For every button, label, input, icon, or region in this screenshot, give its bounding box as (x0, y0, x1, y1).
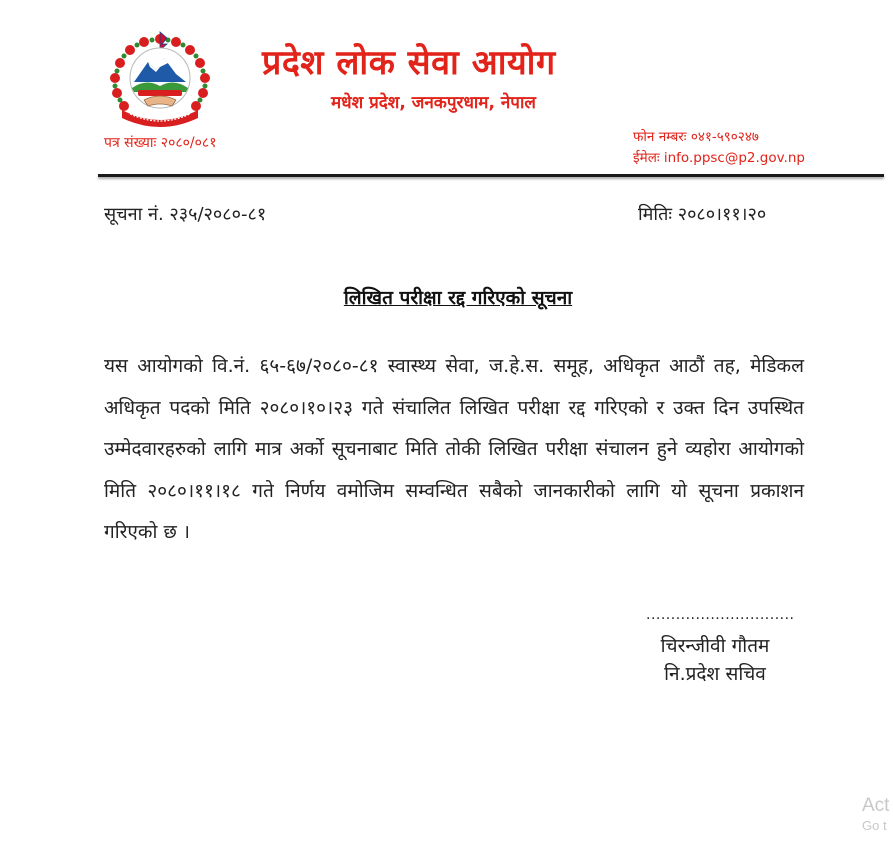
watermark-line-2: Go t (862, 818, 887, 833)
notice-date: मितिः २०८०।११।२० (638, 204, 767, 225)
email-address: ईमेलः info.ppsc@p2.gov.np (633, 150, 805, 166)
watermark-line-1: Act (862, 795, 890, 816)
organization-title: प्रदेश लोक सेवा आयोग (262, 43, 556, 83)
contact-info (633, 127, 805, 169)
notice-body: यस आयोगको वि.नं. ६५-६७/२०८०-८१ स्वास्थ्य सेवा, ज.हे.स. समूह, अधिकृत आठौं तह, मेडिकल अधिकृत पदको मिति २०८०।१०।२३ गते संचालित लिखित परीक्षा रद्द गरिएको र उक्त दिन उपस्थित उम्मेदवारहरुको लागि मात्र अर्को सूचनाबाट मिति तोकी लिखित परीक्षा संचालन हुने व्यहोरा आयोगको मिति २०८०।११।१८ गते निर्णय वमोजिम सम्वन्धित सबैको जानकारीको लागि यो सूचना प्रकाशन गरिएको छ । (104, 355, 804, 543)
signatory-name: चिरन्जीवी गौतम (660, 635, 770, 657)
letter-reference-number: पत्र संख्याः २०८०/०८१ (104, 135, 217, 151)
signatory-designation: नि.प्रदेश सचिव (664, 663, 766, 685)
activation-watermark (862, 795, 889, 835)
notice-number: सूचना नं. २३५/२०८०-८१ (104, 204, 267, 225)
organization-address: मधेश प्रदेश, जनकपुरधाम, नेपाल (331, 93, 536, 113)
signature-line: .............................. (646, 607, 795, 623)
header-divider (98, 174, 884, 177)
phone-number: फोन नम्बरः ०४१-५९०२४७ (633, 129, 759, 145)
notice-heading: लिखित परीक्षा रद्द गरिएको सूचना (343, 287, 573, 309)
nepal-government-emblem-icon (104, 30, 216, 130)
signatory-block (600, 632, 830, 688)
